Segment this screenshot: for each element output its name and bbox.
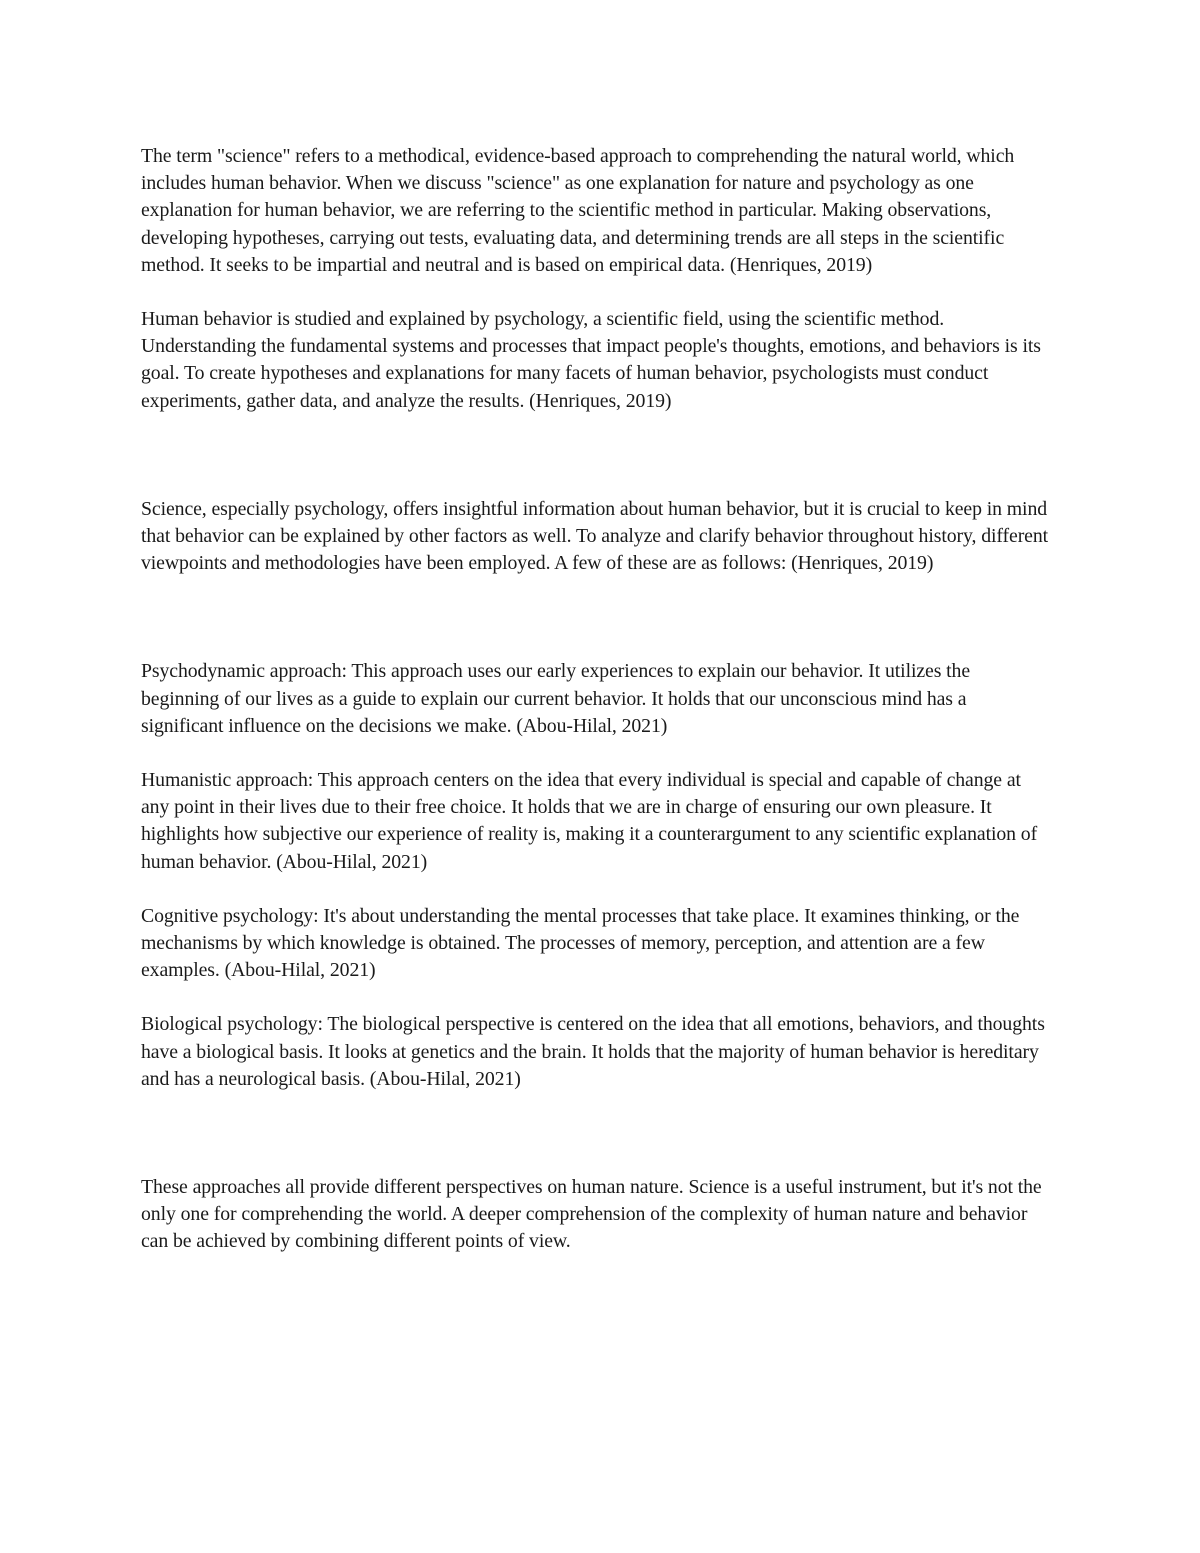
document-body xyxy=(141,143,1053,1256)
paragraph-psychodynamic: Psychodynamic approach: This approach uses our early experiences to explain our behavior. It utilizes the beginning of our lives as a guide to explain our current behavior. It holds that our unconscious mind has a significant influence on the decisions we make. (Abou-Hilal, 2021) xyxy=(141,660,971,737)
paragraph-other-factors: Science, especially psychology, offers insightful information about human behavior, but it is crucial to keep in mind that behavior can be explained by other factors as well. To analyze and clarify behavior throughout history, different viewpoints and methodologies have been employed. A few of these are as follows: (Henriques, 2019) xyxy=(141,497,1049,575)
paragraph-psychology-definition: Human behavior is studied and explained by psychology, a scientific field, using the scientific method. Understanding the fundamental systems and processes that impact people's thoughts, emotions, and behaviors is its goal. To create hypotheses and explanations for many facets of human behavior, psychologists must conduct experiments, gather data, and analyze the results. (Henriques, 2019) xyxy=(141,308,1041,412)
paragraph-science-definition: The term "science" refers to a methodical, evidence-based approach to comprehending the natural world, which includes human behavior. When we discuss "science" as one explanation for nature and psychology as one explanation for human behavior, we are referring to the scientific method in particular. Making observations, developing hypotheses, carrying out tests, evaluating data, and determining trends are all steps in the scientific method. It seeks to be impartial and neutral and is based on empirical data. (Henriques, 2019) xyxy=(141,145,1015,276)
paragraph-cognitive: Cognitive psychology: It's about understanding the mental processes that take place. It examines thinking, or the mechanisms by which knowledge is obtained. The processes of memory, perception, and attention are a few examples. (Abou-Hilal, 2021) xyxy=(141,904,1020,982)
paragraph-biological: Biological psychology: The biological perspective is centered on the idea that all emotions, behaviors, and thoughts have a biological basis. It looks at genetics and the brain. It holds that the majority of human behavior is hereditary and has a neurological basis. (Abou-Hilal, 2021) xyxy=(141,1013,1045,1090)
paragraph-conclusion: These approaches all provide different perspectives on human nature. Science is a useful instrument, but it's not the only one for comprehending the world. A deeper comprehension of the complexity of human nature and behavior can be achieved by combining different points of view. xyxy=(141,1176,1042,1253)
paragraph-humanistic: Humanistic approach: This approach centers on the idea that every individual is special and capable of change at any point in their lives due to their free choice. It holds that we are in charge of ensuring our own pleasure. It highlights how subjective our experience of reality is, making it a counterargument to any scientific explanation of human behavior. (Abou-Hilal, 2021) xyxy=(141,769,1038,873)
